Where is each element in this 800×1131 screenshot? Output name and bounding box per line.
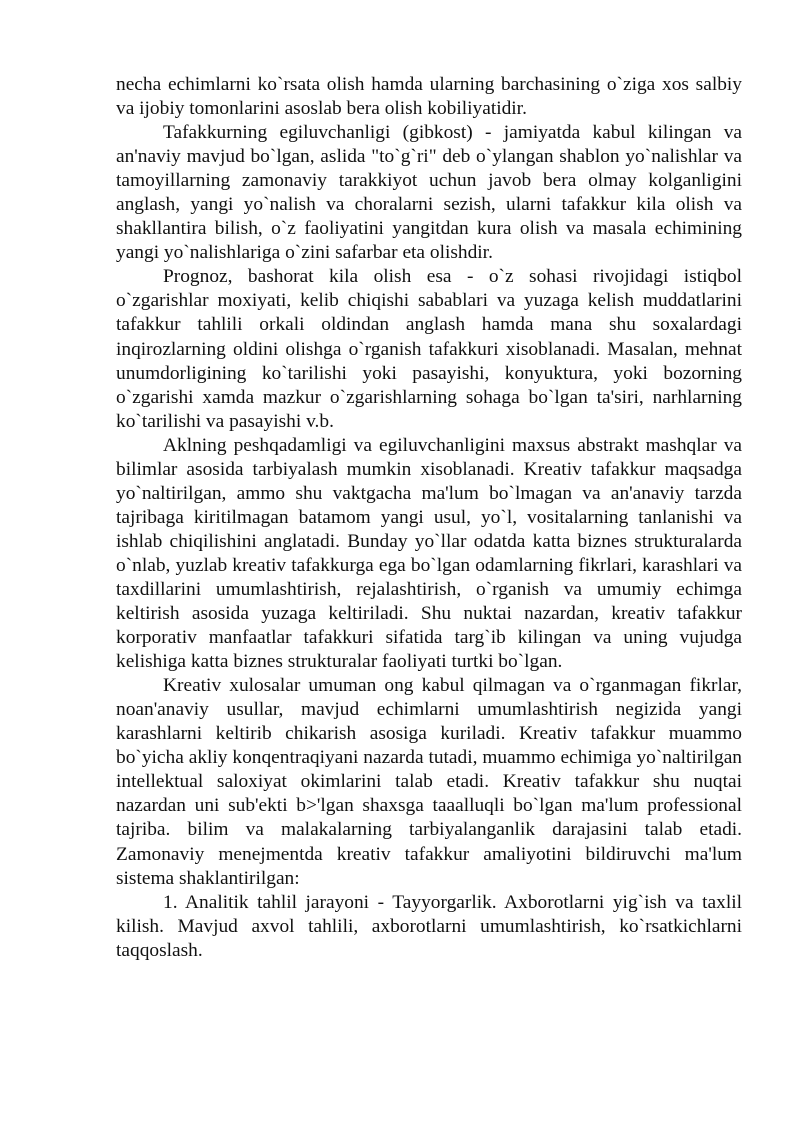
paragraph-creative-conclusions: Kreativ xulosalar umuman ong kabul qilmagan va o`rganmagan fikrlar, noan'anaviy usullar, mavjud echimlarni umumlashtirish negizida yangi karashlarni keltirib chikarish asosiga kuriladi. Kreativ tafakkur muammo bo`yicha akliy konqentraqiyani nazarda tutadi, muammo echimiga yo`naltirilgan intellektual saloxiyat okimlarini talab etadi. Kreativ tafakkur shu nuqtai nazardan uni sub'ekti b>'lgan shaxsga taaalluqli bo`lgan ma'lum professional tajriba. bilim va malakalarning tarbiyalanganlik darajasini talab etadi. Zamonaviy menejmentda kreativ tafakkur amaliyotini bildiruvchi ma'lum sistema shaklantirilgan: [116,675,742,889]
paragraph-continuation: necha echimlarni ko`rsata olish hamda ularning barchasining o`ziga xos salbiy va ijobiy tomonlarini asoslab bera olish kobiliyatidir. [116,74,742,120]
paragraph-flexibility: Tafakkurning egiluvchanligi (gibkost) - jamiyatda kabul kilingan va an'naviy mavjud bo`lgan, aslida "to`g`ri" deb o`ylangan shablon yo`nalishlar va tamoyillarning zamonaviy tarakkiyot uchun javob bera olmay kolganligini anglash, yangi yo`nalish va choralarni sezish, ularni tafakkur kila olish va shakllantira bilish, o`z faoliyatini yangitdan kura olish va masala echimining yangi yo`nalishlariga o`zini safarbar eta olishdir. [116,122,742,264]
paragraph-analytic-process: 1. Analitik tahlil jarayoni - Tayyorgarlik. Axborotlarni yig`ish va taxlil kilish. Mavjud axvol tahlili, axborotlarni umumlashtirish, ko`rsatkichlarni taqqoslash. [116,891,742,961]
document-page [116,73,742,963]
paragraph-forecast: Prognoz, bashorat kila olish esa - o`z sohasi rivojidagi istiqbol o`zgarishlar moxiyati, kelib chiqishi sabablari va yuzaga kelish muddatlarini tafakkur tahlili orkali oldindan anglash hamda mana shu soxalardagi inqirozlarning oldini olishga o`rganish tafakkuri xisoblanadi. Masalan, mehnat unumdorligining ko`tarilishi yoki pasayishi, konyuktura, yoki bozorning o`zgarishi xamda mazkur o`zgarishlarning sohaga bo`lgan ta'siri, narhlarning ko`tarilishi va pasayishi v.b. [116,266,742,432]
paragraph-creative-thinking: Aklning peshqadamligi va egiluvchanligini maxsus abstrakt mashqlar va bilimlar asosida tarbiyalash mumkin xisoblanadi. Kreativ tafakkur maqsadga yo`naltirilgan, ammo shu vaktgacha ma'lum bo`lmagan va an'anaviy tarzda tajribaga kiritilmagan batamom yangi usul, yo`l, vositalarning tanlanishi va ishlab chiqilishini anglatadi. Bunday yo`llar odatda katta biznes strukturalarda o`nlab, yuzlab kreativ tafakkurga ega bo`lgan odamlarning fikrlari, karashlari va taxdillarini umumlashtirish, rejalashtirish, o`rganish va umumiy echimga keltirish asosida yuzaga keltiriladi. Shu nuktai nazardan, kreativ tafakkur korporativ manfaatlar tafakkuri sifatida targ`ib kilingan va uning vujudga kelishiga katta biznes strukturalar faoliyati turtki bo`lgan. [116,434,742,673]
